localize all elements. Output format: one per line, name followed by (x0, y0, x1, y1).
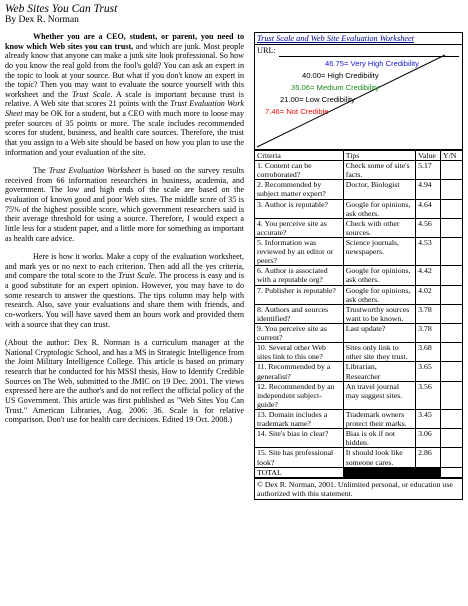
paragraph-1 (5, 32, 244, 157)
byline: By Dex R. Norman (5, 15, 79, 25)
tips-cell: Google for opinions, ask others. (343, 285, 415, 304)
yn-cell[interactable] (440, 304, 462, 323)
value-cell: 3.68 (416, 343, 441, 362)
p2-pre: The (33, 166, 49, 176)
value-cell: 4.56 (416, 218, 441, 237)
lead-sentence: Whether you are a CEO, student, or parent, you need to know which Web sites you can trust, (5, 32, 244, 51)
criteria-cell: 4. You perceive site as accurate? (255, 218, 343, 237)
worksheet-ref: Trust Evaluation Work Sheet (5, 99, 244, 118)
criteria-cell: 14. Site's bias in clear? (255, 429, 343, 448)
value-cell: 3.65 (416, 362, 441, 381)
total-row (255, 467, 462, 477)
trust-scale (255, 45, 462, 150)
table-row (255, 362, 462, 381)
value-cell: 4.94 (416, 180, 441, 199)
p1-text: and which are junk. Most people already know that anyone can make a junk site look professional. So how do you know the real gold from the fool's gold? You can ask an expert in the topic to look at your source. But what if you don't know an expert in the topic? Then you may want to evaluate the source yourself with this worksheet and the (5, 41, 244, 99)
header-criteria: Criteria (255, 151, 343, 161)
yn-cell[interactable] (440, 266, 462, 285)
p1-text-3: may be OK for a student, but a CEO with much more to loose may prefer sources of 35 points or more. The scale includes recommended scores for student, business, and health care sources. Therefore, the trust that you assign to a Web site should be based on how you plan to use the information and your evaluation of the site. (5, 109, 244, 157)
criteria-cell: 15. Site has professional look? (255, 448, 343, 467)
url-label: URL: (257, 46, 276, 55)
criteria-cell: 9. You perceive site as current? (255, 323, 343, 342)
trust-scale-ref: Trust Scale (118, 271, 155, 281)
criteria-cell: 8. Authors and sources identified? (255, 304, 343, 323)
header-value: Value (416, 151, 441, 161)
tips-cell: Bias is ok if not hidden. (343, 429, 415, 448)
yn-cell[interactable] (440, 237, 462, 265)
criteria-table (255, 150, 462, 478)
paragraph-2 (5, 166, 244, 243)
total-blank (416, 467, 441, 477)
tips-cell: Google for opinions, ask others. (343, 199, 415, 218)
yn-cell[interactable] (440, 199, 462, 218)
table-row (255, 323, 462, 342)
scale-very-high: 46.75= Very High Credibility (325, 59, 419, 68)
value-cell: 4.42 (416, 266, 441, 285)
tips-cell: Librarian, Researcher (343, 362, 415, 381)
tips-cell: Doctor, Biologist (343, 180, 415, 199)
tips-cell: Last update? (343, 323, 415, 342)
trust-scale-ref: Trust Scale (72, 89, 111, 99)
worksheet-title: Trust Scale and Web Site Evaluation Worksheet (255, 33, 462, 45)
criteria-cell: 7. Publisher is reputable? (255, 285, 343, 304)
copyright-footer: © Dex R. Norman, 2001. Unlimited personal, or education use authorized with this statement. (255, 478, 462, 500)
table-row (255, 161, 462, 180)
table-row (255, 237, 462, 265)
criteria-cell: 12. Recommended by an independent subject-guide? (255, 381, 343, 409)
worksheet-ref: Trust Evaluation Worksheet (48, 166, 141, 176)
tips-cell: Trustworthy sources want to be known. (343, 304, 415, 323)
header-yn: Y/N (440, 151, 462, 161)
tips-cell: Sites only link to other site they trust. (343, 343, 415, 362)
table-row (255, 381, 462, 409)
tips-cell: An travel journal may suggest sites. (343, 381, 415, 409)
tips-cell: Check with other sources. (343, 218, 415, 237)
value-cell: 4.53 (416, 237, 441, 265)
table-row (255, 304, 462, 323)
table-row (255, 285, 462, 304)
article-title: Web Sites You Can Trust (5, 3, 118, 15)
yn-cell[interactable] (440, 180, 462, 199)
paragraph-3 (5, 252, 244, 329)
criteria-cell: 13. Domain includes a trademark name? (255, 409, 343, 428)
p3-text: . The process is easy and is a good substitute for an expert opinion. However, you may have to do some research to answer the questions. The tips column may help with research. Also, save your evaluations and share them with friends, and co-workers. You will have saved them an hours work and provided them with a source that they can trust. (5, 271, 245, 329)
criteria-cell: 10. Several other Web sites link to this one? (255, 343, 343, 362)
yn-cell[interactable] (440, 362, 462, 381)
value-cell: 3.06 (416, 429, 441, 448)
tips-cell: Google for opinions, ask others. (343, 266, 415, 285)
table-row (255, 199, 462, 218)
table-row (255, 180, 462, 199)
scale-high: 40.00= High Credibility (302, 71, 379, 80)
total-value-cell[interactable] (440, 467, 462, 477)
tips-cell: It should look like someone cares. (343, 448, 415, 467)
total-label: TOTAL (255, 467, 343, 477)
article-body (5, 32, 244, 434)
table-row (255, 429, 462, 448)
criteria-cell: 11. Recommended by a generalist? (255, 362, 343, 381)
value-cell: 3.78 (416, 304, 441, 323)
about-author: (About the author: Dex R. Norman is a curriculum manager at the National Cryptologic School, and has a MS in Strategic Intelligence from the Joint Military Intelligence College. This article is based on primary research that he conducted for his MSSI thesis, How to Identify Credible Sources on The Web, submitted to the JMIC on 19 Dec. 2001. The views expressed here are the author's and do not reflect the official policy of the US Government. This article was first published as "Web Sites You Can Trust." American Libraries, Aug. 2006: 36. Scale is for relative comparison. Don't use for health care decisions. Edited 19 Oct. 2008.) (5, 338, 244, 425)
p2-text: is based on the survey results received from 66 information researchers in business, academia, and government. The low and high ends of the scale are based on the evaluation of known good and poor Web sites. The middle score of 35 is 75% of the highest possible score, which government researchers said is their average threshold for using a source. Therefore, I would expect a little less for a student paper, and a little more for something as important as health care advice. (5, 166, 244, 243)
scale-not-credible: 7.46= Not Credible (265, 107, 329, 116)
evaluation-worksheet (254, 32, 463, 500)
yn-cell[interactable] (440, 161, 462, 180)
value-cell: 3.56 (416, 381, 441, 409)
yn-cell[interactable] (440, 448, 462, 467)
yn-cell[interactable] (440, 409, 462, 428)
table-row (255, 448, 462, 467)
header-tips: Tips (343, 151, 415, 161)
criteria-cell: 6. Author is associated with a reputable org? (255, 266, 343, 285)
table-row (255, 266, 462, 285)
scale-medium: 35.06= Medium Credibility (291, 83, 380, 92)
yn-cell[interactable] (440, 218, 462, 237)
criteria-cell: 5. Information was reviewed by an editor or peers? (255, 237, 343, 265)
p1-text-2: . A scale is important because trust is relative. A Web site that scores 21 points with the (5, 89, 244, 109)
tips-cell: Science journals, newspapers. (343, 237, 415, 265)
table-row (255, 409, 462, 428)
yn-cell[interactable] (440, 381, 462, 409)
yn-cell[interactable] (440, 429, 462, 448)
table-row (255, 218, 462, 237)
yn-cell[interactable] (440, 343, 462, 362)
tips-cell: Trademark owners protect their marks. (343, 409, 415, 428)
yn-cell[interactable] (440, 285, 462, 304)
value-cell: 2.86 (416, 448, 441, 467)
criteria-cell: 1. Content can be corroborated? (255, 161, 343, 180)
table-header-row (255, 151, 462, 161)
value-cell: 4.02 (416, 285, 441, 304)
value-cell: 5.17 (416, 161, 441, 180)
table-row (255, 343, 462, 362)
tips-cell: Check some of site's facts. (343, 161, 415, 180)
yn-cell[interactable] (440, 323, 462, 342)
value-cell: 4.64 (416, 199, 441, 218)
p3-pre: Here is how it works. Make a copy of the evaluation worksheet, and mark yes or no next to each criterion. Then add all the yes criteria, and compare the total score to the (5, 252, 244, 281)
total-blank (343, 467, 415, 477)
criteria-cell: 2. Recommended by subject matter expert? (255, 180, 343, 199)
value-cell: 3.45 (416, 409, 441, 428)
criteria-cell: 3. Author is reputable? (255, 199, 343, 218)
scale-low: 21.00= Low Credibility (280, 95, 355, 104)
value-cell: 3.78 (416, 323, 441, 342)
